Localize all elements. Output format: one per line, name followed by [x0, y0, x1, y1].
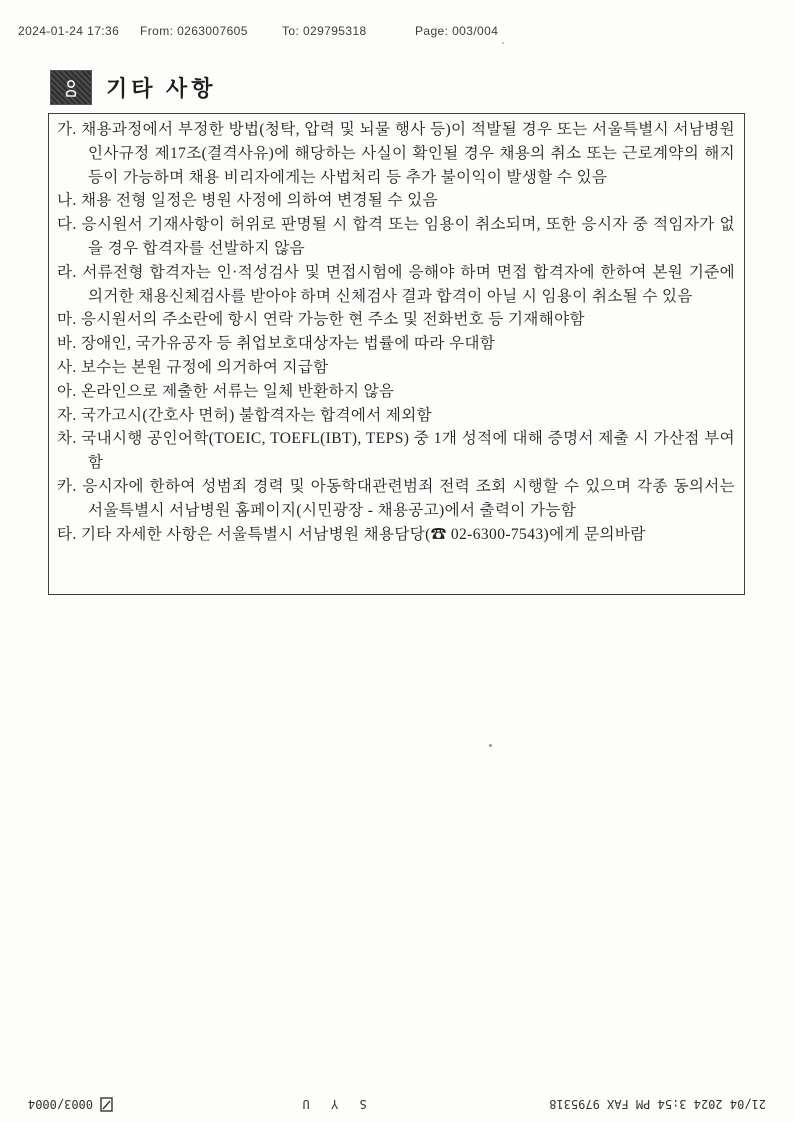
list-item — [57, 380, 735, 404]
item-text: 보수는 본원 규정에 의거하여 지급함 — [80, 358, 329, 376]
item-text: 기타 자세한 사항은 서울특별시 서남병원 채용담당(☎ 02-6300-7543)에게 문의바람 — [80, 525, 646, 543]
fax-footer-page-counter — [28, 1097, 113, 1112]
page-title: 기타 사항 — [106, 76, 217, 101]
page-counter-text: 0003/0004 — [28, 1097, 94, 1112]
fax-from-number: From: 0263007605 — [140, 24, 248, 38]
item-marker: 라. — [57, 263, 77, 281]
list-item — [57, 213, 735, 261]
fax-datetime: 2024-01-24 17:36 — [18, 24, 120, 38]
list-item — [57, 189, 735, 213]
fax-footer-timestamp — [549, 1098, 766, 1112]
section-title-row — [50, 70, 217, 105]
item-text: 응시자에 한하여 성범죄 경력 및 아동학대관련범죄 전력 조회 시행할 수 있으며 각종 동의서는 서울특별시 서남병원 홈페이지(시민광장 - 채용공고)에서 출력이 가능함 — [82, 477, 736, 519]
list-item — [57, 308, 735, 332]
fax-page-indicator: Page: 003/004 — [415, 24, 499, 38]
item-marker: 자. — [57, 406, 77, 424]
scan-speck — [489, 744, 492, 747]
item-marker: 사. — [57, 358, 77, 376]
list-item — [57, 332, 735, 356]
item-marker: 카. — [57, 477, 77, 495]
item-marker: 타. — [57, 525, 77, 543]
item-text: 응시원서 기재사항이 허위로 판명될 시 합격 또는 임용이 취소되며, 또한 응시자 중 적임자가 없을 경우 합격자를 선발하지 않음 — [81, 216, 735, 257]
list-item — [57, 356, 735, 380]
item-text: 온라인으로 제출한 서류는 일체 반환하지 않음 — [80, 382, 395, 400]
item-text: 채용과정에서 부정한 방법(청탁, 압력 및 뇌물 행사 등)이 적발될 경우 또는 서울특별시 서남병원 인사규정 제17조(결격사유)에 해당하는 사실이 확인될 경우 채용의 취소 또는 근로계약의 해지 등이 가능하며 채용 비리자에게는 사법처리 등 추가 불이익이 발생할 수 있음 — [81, 121, 736, 186]
document-icon — [100, 1097, 113, 1112]
item-marker: 다. — [57, 216, 77, 234]
list-item — [57, 261, 735, 309]
fax-to-number: To: 029795318 — [282, 24, 367, 38]
list-item — [57, 523, 735, 547]
item-text: 서류전형 합격자는 인·적성검사 및 면접시험에 응해야 하며 면접 합격자에 한하여 본원 기준에 의거한 채용신체검사를 받아야 하며 신체검사 결과 합격이 아닐 시 임용이 취소될 수 있음 — [82, 263, 735, 305]
item-text: 국내시행 공인어학(TOEIC, TOEFL(IBT), TEPS) 중 1개 성적에 대해 증명서 제출 시 가산점 부여함 — [81, 430, 735, 472]
item-marker: 가. — [57, 121, 77, 138]
item-marker: 나. — [57, 192, 77, 210]
item-marker: 바. — [57, 335, 77, 353]
list-item — [57, 118, 735, 189]
list-item — [57, 404, 735, 428]
item-text: 응시원서의 주소란에 항시 연락 가능한 현 주소 및 전화번호 등 기재해야함 — [80, 311, 585, 329]
fax-header — [0, 24, 794, 42]
seal-stamp-icon — [50, 70, 92, 105]
fax-footer — [0, 1097, 794, 1112]
item-marker: 아. — [57, 382, 77, 400]
list-item — [57, 475, 735, 523]
item-marker: 마. — [57, 311, 77, 329]
fax-footer-initials: S Y U — [295, 1097, 367, 1112]
fax-timestamp-text: 21/04 2024 3:54 PM FAX 9795318 — [549, 1097, 766, 1112]
item-text: 국가고시(간호사 면허) 불합격자는 합격에서 제외함 — [80, 406, 432, 424]
seal-emblem-glyph — [62, 78, 80, 98]
item-text: 장애인, 국가유공자 등 취업보호대상자는 법률에 따라 우대함 — [80, 335, 496, 353]
notice-box — [48, 113, 745, 595]
list-item — [57, 427, 735, 475]
item-text: 채용 전형 일정은 병원 사정에 의하여 변경될 수 있음 — [80, 192, 438, 210]
item-marker: 차. — [57, 430, 77, 448]
scan-speck — [502, 42, 504, 44]
